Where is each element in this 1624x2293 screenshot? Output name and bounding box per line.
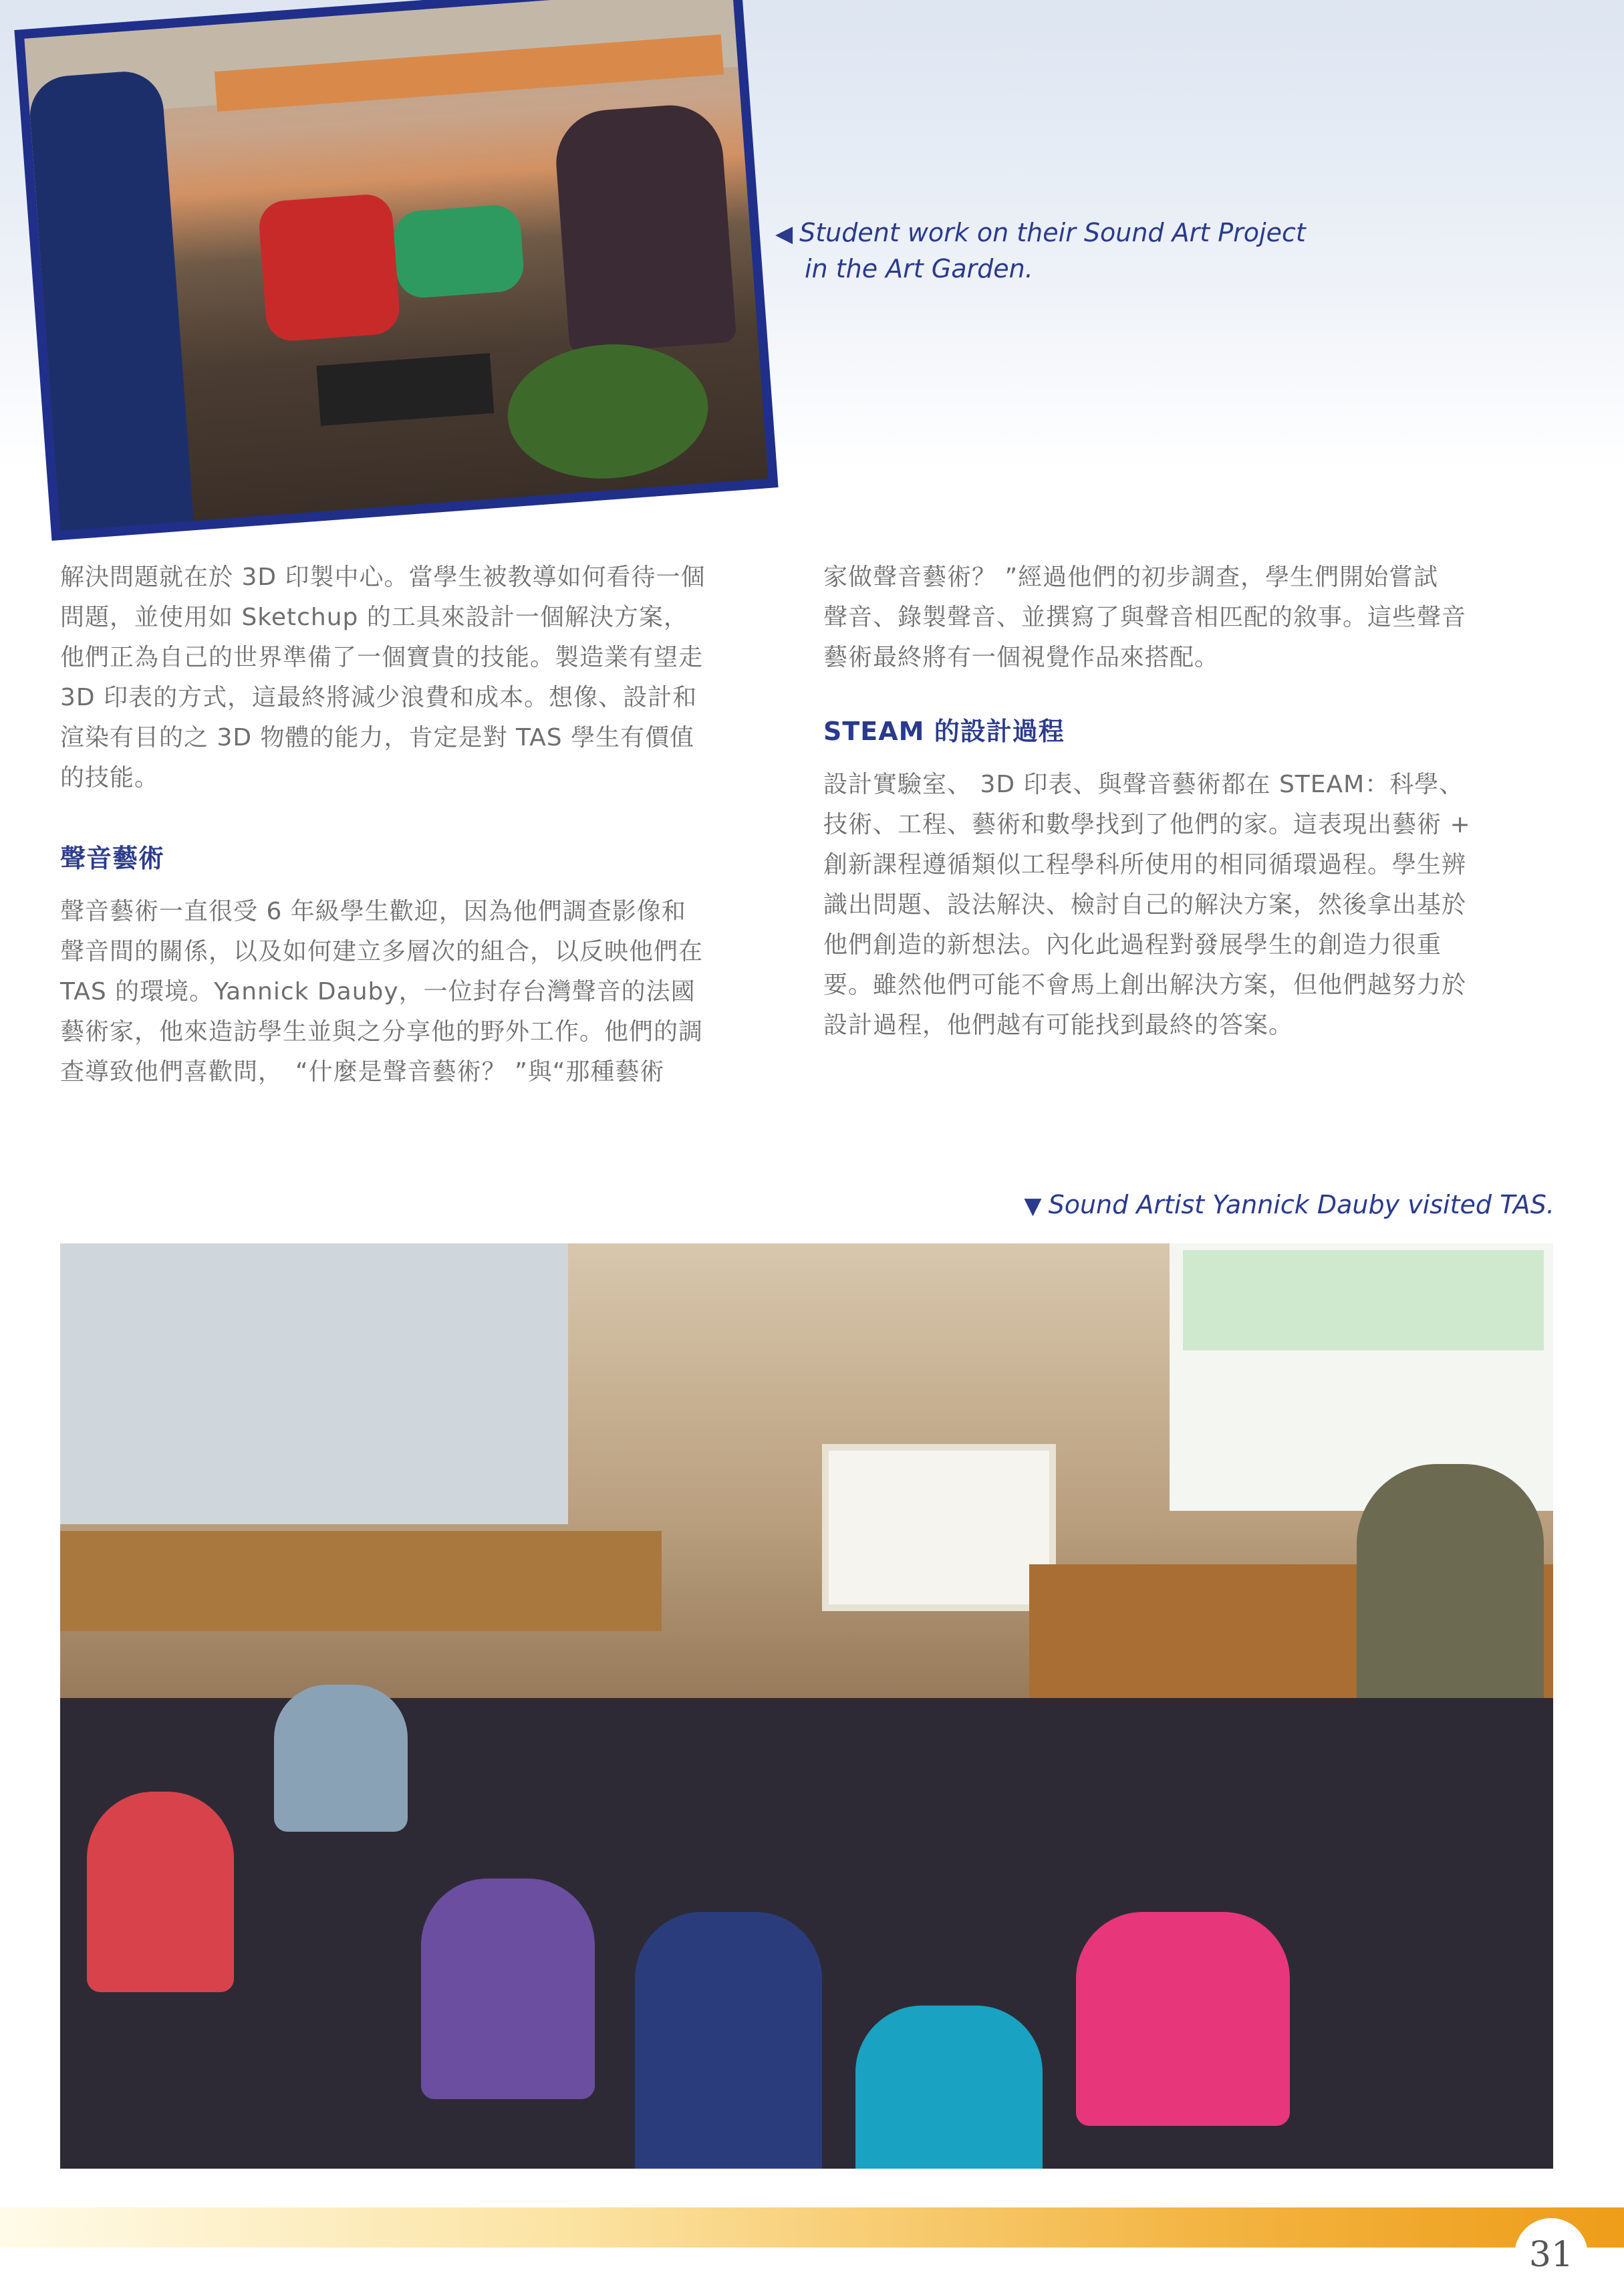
caption-text: Sound Artist Yannick Dauby visited TAS. [1048, 1190, 1554, 1219]
top-photo-frame [14, 0, 778, 541]
text-line: 藝術最終將有一個視覺作品來搭配。 [823, 644, 1220, 671]
text-line: 解決問題就在於 3D 印製中心。當學生被教導如何看待一個 [60, 564, 706, 591]
photo-student [274, 1685, 408, 1832]
text-line: TAS 的環境。Yannick Dauby，一位封存台灣聲音的法國 [60, 978, 696, 1005]
right-para-1 [823, 558, 1559, 678]
text-line: 設計實驗室、 3D 印表、與聲音藝術都在 STEAM：科學、 [823, 771, 1464, 798]
text-line: 查導致他們喜歡問， “什麼是聲音藝術？ ”與“那種藝術 [60, 1058, 665, 1086]
photo-shelf [60, 1531, 662, 1631]
text-line: 藝術家，他來造訪學生並與之分享他的野外工作。他們的調 [60, 1018, 704, 1046]
bottom-photo-caption [956, 1187, 1554, 1223]
text-line: 3D 印表的方式，這最終將減少浪費和成本。想像、設計和 [60, 684, 698, 711]
students-garden-photo [24, 0, 768, 531]
photo-student-blue [27, 69, 194, 531]
text-line: 聲音、錄製聲音、並撰寫了與聲音相匹配的敘事。這些聲音 [823, 604, 1467, 631]
photo-plant [503, 338, 713, 485]
page-number: 31 [1514, 2218, 1588, 2292]
photo-screen-content [1183, 1250, 1544, 1350]
photo-student [635, 1912, 822, 2169]
text-line: 聲音間的關係，以及如何建立多層次的組合，以反映他們在 [60, 938, 704, 965]
text-line: 渲染有目的之 3D 物體的能力，肯定是對 TAS 學生有價值 [60, 724, 695, 751]
photo-student [855, 2006, 1043, 2169]
text-line: 識出問題、設法解決、檢討自己的解決方案，然後拿出基於 [823, 891, 1467, 919]
photo-student [1076, 1912, 1290, 2126]
text-line: 設計過程，他們越有可能找到最終的答案。 [823, 1011, 1294, 1039]
text-line: 他們正為自己的世界準備了一個寶貴的技能。製造業有望走 [60, 644, 704, 671]
classroom-photo [60, 1243, 1553, 2169]
right-column [823, 558, 1559, 1046]
photo-student-red [257, 193, 401, 342]
footer-bar [0, 2207, 1624, 2248]
left-para-2 [60, 892, 795, 1092]
text-line: 他們創造的新想法。內化此過程對發展學生的創造力很重 [823, 931, 1442, 959]
caption-line: Student work on their Sound Art Project [799, 218, 1306, 247]
text-line: 問題，並使用如 Sketchup 的工具來設計一個解決方案， [60, 604, 688, 631]
text-line: 技術、工程、藝術和數學找到了他們的家。這表現出藝術 + [823, 811, 1471, 838]
photo-student-dark [553, 102, 737, 354]
right-para-2 [823, 765, 1559, 1046]
caption-arrow-left-icon: ◀ [775, 221, 793, 247]
section-heading-steam: STEAM 的設計過程 [823, 717, 1065, 746]
text-line: 的技能。 [60, 764, 160, 792]
caption-line: in the Art Garden. [805, 254, 1033, 283]
section-heading-sound-art: 聲音藝術 [60, 844, 165, 873]
photo-laptop [316, 353, 494, 426]
text-line: 家做聲音藝術？ ”經過他們的初步調查，學生們開始嘗試 [823, 564, 1439, 591]
text-line: 創新課程遵循類似工程學科所使用的相同循環過程。學生辨 [823, 851, 1467, 878]
photo-easel-board [822, 1444, 1056, 1611]
photo-student-green [392, 203, 525, 299]
photo-student [421, 1879, 595, 2099]
left-para-1 [60, 558, 795, 798]
text-line: 聲音藝術一直很受 6 年級學生歡迎，因為他們調查影像和 [60, 898, 686, 925]
photo-windows [60, 1243, 568, 1524]
left-column [60, 558, 795, 1092]
caption-arrow-down-icon: ▼ [1024, 1193, 1042, 1219]
text-line: 要。雖然他們可能不會馬上創出解決方案，但他們越努力於 [823, 971, 1467, 999]
top-photo-caption [775, 215, 1306, 286]
photo-student [87, 1792, 234, 1992]
